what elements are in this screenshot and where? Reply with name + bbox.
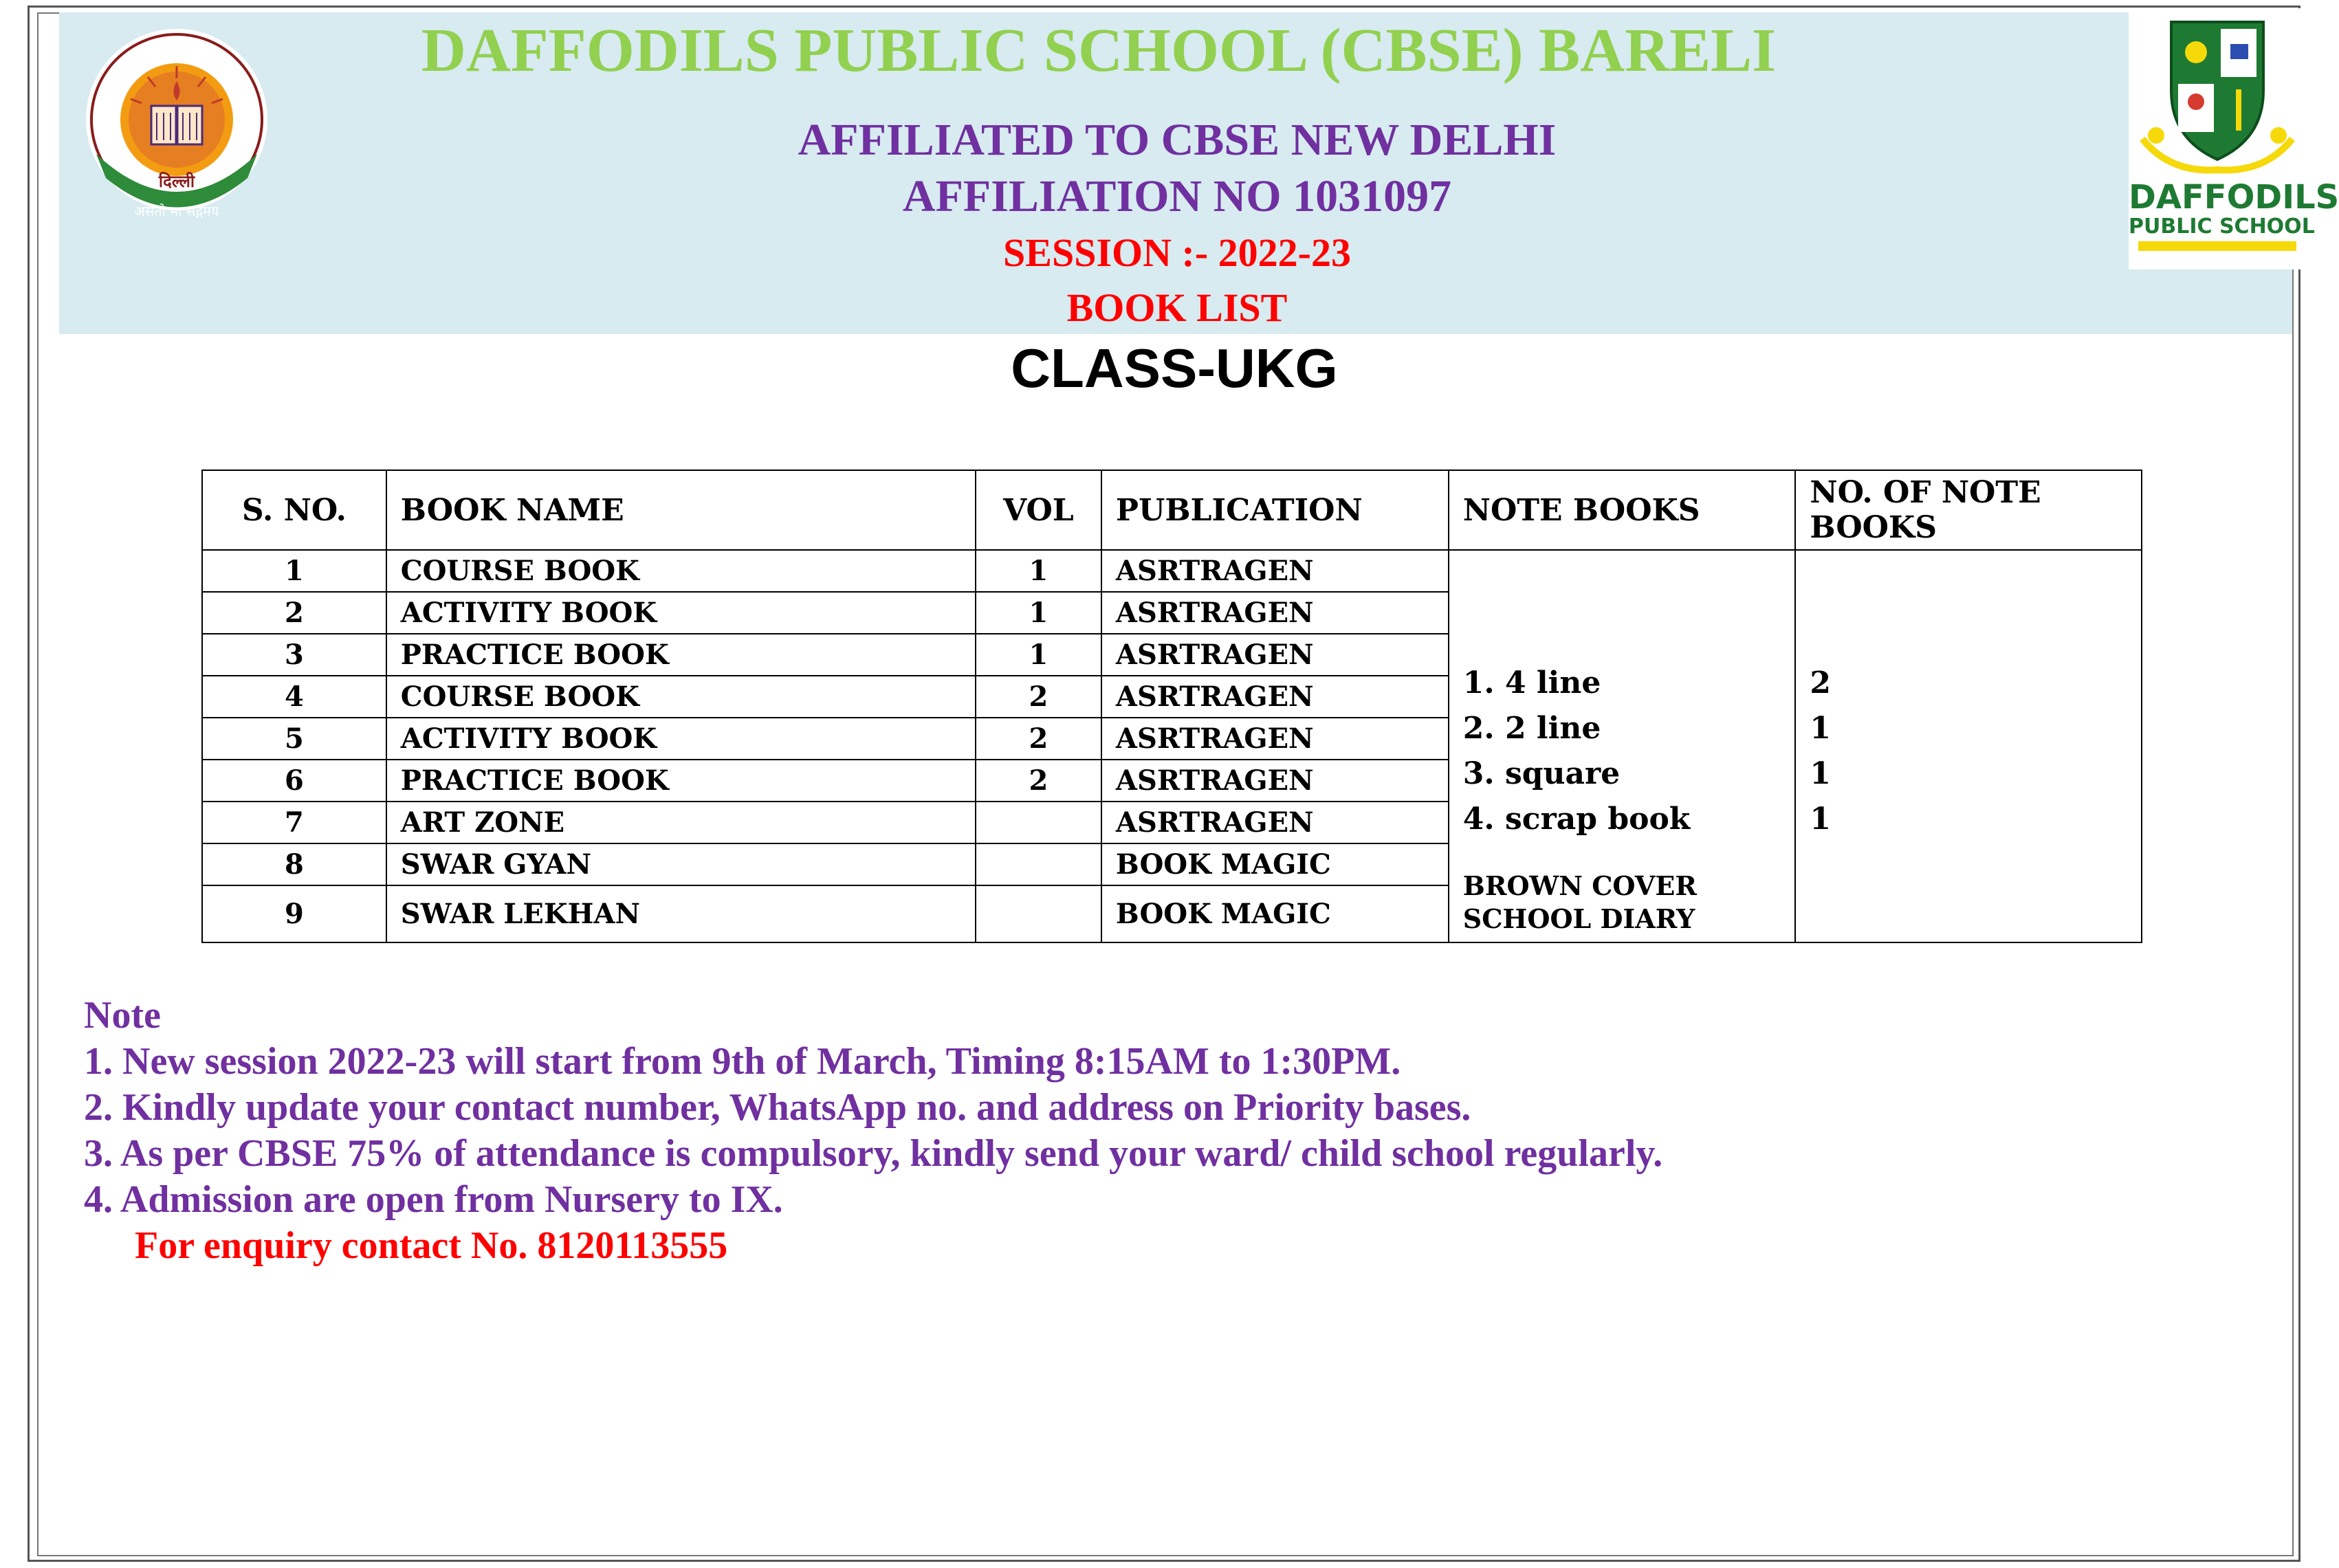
cell-publication: ASRTRAGEN — [1101, 550, 1449, 592]
note-item: 1. New session 2022-23 will start from 9th of March, Timing 8:15AM to 1:30PM. — [84, 1040, 1401, 1083]
notebook-item: 2. 2 line — [1462, 711, 1601, 746]
book-list-table — [201, 470, 2142, 943]
column-header: S. NO. — [202, 470, 386, 550]
cell-book-name: SWAR LEKHAN — [386, 885, 976, 942]
notebook-count: 1 — [1810, 756, 1831, 791]
note-item: 3. As per CBSE 75% of attendance is compulsory, kindly send your ward/ child school regularly. — [84, 1132, 1663, 1175]
cell-publication: ASRTRAGEN — [1101, 634, 1449, 676]
cell-book-name: PRACTICE BOOK — [386, 634, 976, 676]
cell-sno: 6 — [202, 760, 386, 802]
cell-publication: BOOK MAGIC — [1101, 885, 1449, 942]
cell-sno: 5 — [202, 718, 386, 760]
cell-publication: ASRTRAGEN — [1101, 802, 1449, 843]
column-header: VOL — [976, 470, 1101, 550]
note-item: 4. Admission are open from Nursery to IX. — [84, 1178, 783, 1221]
cell-sno: 7 — [202, 802, 386, 843]
cell-book-name: SWAR GYAN — [386, 843, 976, 885]
notebook-item: 3. square — [1462, 756, 1621, 791]
cell-vol: 1 — [976, 634, 1101, 676]
notebooks-cell — [1449, 550, 1796, 942]
cell-sno: 2 — [202, 592, 386, 634]
column-header: BOOK NAME — [386, 470, 976, 550]
table-row — [202, 550, 2142, 592]
notebook-count: 1 — [1810, 711, 1831, 746]
enquiry-contact: For enquiry contact No. 8120113555 — [135, 1224, 728, 1267]
notes-section — [84, 993, 1662, 1269]
note-item: 2. Kindly update your contact number, WhatsApp no. and address on Priority bases. — [84, 1086, 1471, 1129]
cell-publication: BOOK MAGIC — [1101, 843, 1449, 885]
logo-text-daffodils: DAFFODILS — [2129, 178, 2339, 217]
notebook-counts-cell — [1795, 550, 2142, 942]
cell-book-name: COURSE BOOK — [386, 550, 976, 592]
notes-title: Note — [84, 994, 161, 1037]
cell-publication: ASRTRAGEN — [1101, 718, 1449, 760]
cell-sno: 3 — [202, 634, 386, 676]
cell-book-name: ACTIVITY BOOK — [386, 718, 976, 760]
cell-sno: 4 — [202, 676, 386, 718]
cell-vol: 2 — [976, 676, 1101, 718]
cell-sno: 1 — [202, 550, 386, 592]
column-header: PUBLICATION — [1101, 470, 1449, 550]
school-name: DAFFODILS PUBLIC SCHOOL (CBSE) BARELI — [421, 16, 1777, 85]
column-header: NOTE BOOKS — [1449, 470, 1796, 550]
notebook-item: 4. scrap book — [1462, 802, 1691, 837]
logo-text-public-school: PUBLIC SCHOOL — [2129, 214, 2315, 239]
cell-book-name: ACTIVITY BOOK — [386, 592, 976, 634]
class-title: CLASS-UKG — [1011, 338, 1338, 399]
cell-vol: 2 — [976, 718, 1101, 760]
cell-vol — [976, 802, 1101, 843]
notebook-extra: SCHOOL DIARY — [1462, 903, 1695, 934]
cell-book-name: PRACTICE BOOK — [386, 760, 976, 802]
svg-text:असतो मा सद्गमय: असतो मा सद्गमय — [134, 203, 219, 219]
session-label: SESSION :- 2022-23 — [1003, 230, 1351, 275]
column-header: NO. OF NOTE BOOKS — [1795, 470, 2142, 550]
cell-book-name: ART ZONE — [386, 802, 976, 843]
affiliation-number: AFFILIATION NO 1031097 — [902, 171, 1452, 221]
cell-publication: ASRTRAGEN — [1101, 676, 1449, 718]
notebook-count: 2 — [1810, 665, 1831, 700]
notebook-item: 1. 4 line — [1462, 665, 1601, 700]
cell-vol: 1 — [976, 550, 1101, 592]
notebook-count: 1 — [1810, 802, 1831, 837]
cell-vol — [976, 843, 1101, 885]
table-header-row — [202, 470, 2142, 550]
cell-book-name: COURSE BOOK — [386, 676, 976, 718]
notebook-extra: BROWN COVER — [1462, 870, 1697, 901]
cell-publication: ASRTRAGEN — [1101, 760, 1449, 802]
svg-text:दिल्ली: दिल्ली — [158, 172, 195, 191]
cell-sno: 9 — [202, 885, 386, 942]
cell-sno: 8 — [202, 843, 386, 885]
cell-vol: 1 — [976, 592, 1101, 634]
cell-vol: 2 — [976, 760, 1101, 802]
cell-vol — [976, 885, 1101, 942]
document-type-label: BOOK LIST — [1066, 285, 1288, 330]
cell-publication: ASRTRAGEN — [1101, 592, 1449, 634]
affiliation-line: AFFILIATED TO CBSE NEW DELHI — [798, 115, 1557, 165]
